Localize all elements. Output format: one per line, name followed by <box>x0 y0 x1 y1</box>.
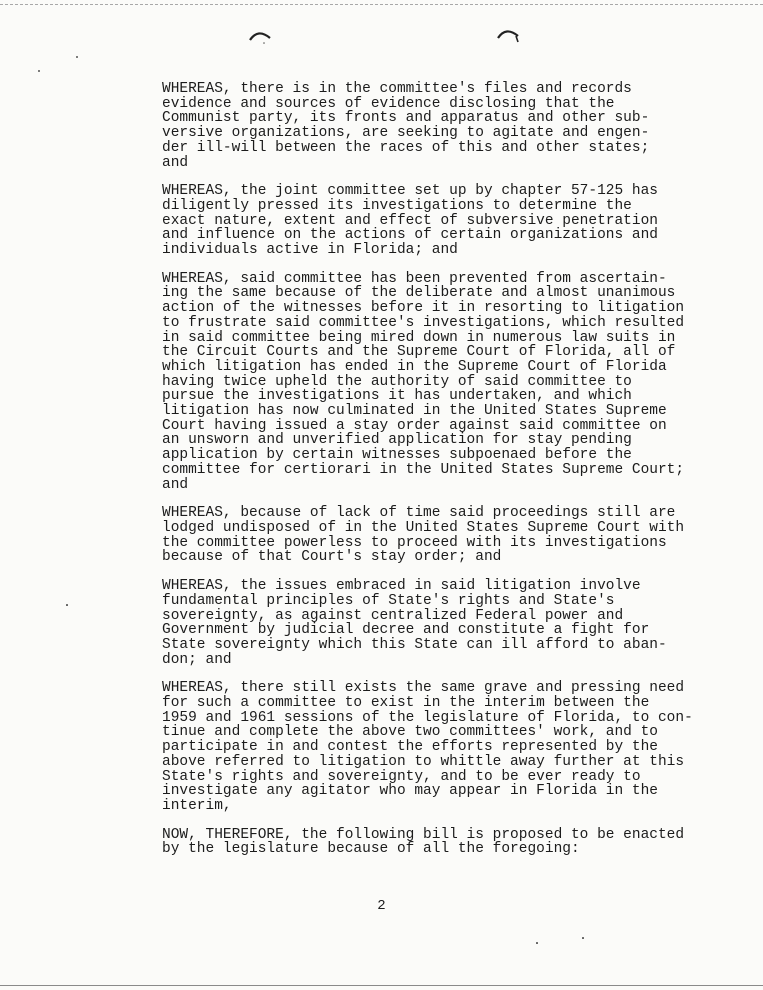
text-line: litigation has now culminated in the United States Supreme <box>162 403 667 420</box>
top-scan-border <box>0 4 763 5</box>
text-line: don; and <box>162 651 232 668</box>
text-line: by the legislature because of all the foregoing: <box>162 841 580 858</box>
text-line: der ill-will between the races of this and other states; <box>162 139 650 156</box>
text-line: State sovereignty which this State can ill afford to aban- <box>162 636 667 653</box>
text-line: WHEREAS, the joint committee set up by chapter 57-125 has <box>162 183 658 200</box>
text-line: for such a committee to exist in the interim between the <box>162 695 650 712</box>
text-line: WHEREAS, because of lack of time said proceedings still are <box>162 505 676 522</box>
text-line: which litigation has ended in the Supreme Court of Florida <box>162 358 667 375</box>
paragraph-whereas-5 <box>162 579 722 667</box>
text-line: and influence on the actions of certain organizations and <box>162 227 658 244</box>
paragraph-whereas-4 <box>162 506 722 565</box>
text-line: to frustrate said committee's investigations, which resulted <box>162 314 685 331</box>
text-line: WHEREAS, there is in the committee's files and records <box>162 81 632 97</box>
bottom-scan-border <box>0 985 763 986</box>
text-line: WHEREAS, there still exists the same grave and pressing need <box>162 680 685 697</box>
text-line: application by certain witnesses subpoenaed before the <box>162 447 632 464</box>
page-number: 2 <box>377 898 386 914</box>
text-line: pursue the investigations it has undertaken, and which <box>162 388 632 405</box>
text-line: the Circuit Courts and the Supreme Court of Florida, all of <box>162 344 676 361</box>
text-line: diligently pressed its investigations to determine the <box>162 197 632 214</box>
text-line: interim, <box>162 797 232 814</box>
paragraph-now-therefore <box>162 828 722 857</box>
text-line: ing the same because of the deliberate and almost unanimous <box>162 285 676 302</box>
paragraph-whereas-3 <box>162 272 722 493</box>
text-line: having twice upheld the authority of said committee to <box>162 373 632 390</box>
paragraph-whereas-1 <box>162 82 722 170</box>
text-line: versive organizations, are seeking to agitate and engen- <box>162 125 650 142</box>
paragraph-whereas-2 <box>162 184 722 258</box>
text-line: NOW, THEREFORE, the following bill is proposed to be enacted <box>162 826 685 843</box>
text-line: sovereignty, as against centralized Federal power and <box>162 607 624 624</box>
text-line: participate in and contest the efforts represented by the <box>162 739 658 756</box>
text-line: WHEREAS, said committee has been prevented from ascertain- <box>162 270 667 287</box>
text-line: evidence and sources of evidence disclosing that the <box>162 95 615 112</box>
text-line: tinue and complete the above two committees' work, and to <box>162 724 658 741</box>
text-line: committee for certiorari in the United States Supreme Court; <box>162 461 685 478</box>
scan-speck <box>582 937 584 939</box>
text-line: because of that Court's stay order; and <box>162 549 502 566</box>
text-line: exact nature, extent and effect of subversive penetration <box>162 212 658 229</box>
text-line: and <box>162 154 189 171</box>
text-line: Communist party, its fronts and apparatus and other sub- <box>162 110 650 127</box>
text-line: individuals active in Florida; and <box>162 242 458 259</box>
text-line: investigate any agitator who may appear in Florida in the <box>162 783 658 800</box>
text-line: State's rights and sovereignty, and to be ever ready to <box>162 768 641 785</box>
text-line: action of the witnesses before it in resorting to litigation <box>162 300 685 317</box>
scan-speck <box>38 70 40 72</box>
text-line: an unsworn and unverified application for stay pending <box>162 432 632 449</box>
punch-hole-mark-right <box>496 26 522 44</box>
text-line: Court having issued a stay order against said committee on <box>162 417 667 434</box>
text-line: WHEREAS, the issues embraced in said litigation involve <box>162 578 641 595</box>
text-line: lodged undisposed of in the United States Supreme Court with <box>162 519 685 536</box>
document-body <box>162 82 722 871</box>
text-line: Government by judicial decree and constitute a fight for <box>162 622 650 639</box>
text-line: the committee powerless to proceed with its investigations <box>162 534 667 551</box>
paragraph-whereas-6 <box>162 681 722 813</box>
text-line: and <box>162 476 189 493</box>
text-line: 1959 and 1961 sessions of the legislature of Florida, to con- <box>162 709 693 726</box>
scan-speck <box>536 942 538 944</box>
scan-speck <box>66 604 68 606</box>
text-line: above referred to litigation to whittle away further at this <box>162 753 685 770</box>
text-line: in said committee being mired down in numerous law suits in <box>162 329 676 346</box>
text-line: fundamental principles of State's rights and State's <box>162 592 615 609</box>
punch-hole-mark-left <box>248 26 274 44</box>
scan-speck <box>76 56 78 58</box>
